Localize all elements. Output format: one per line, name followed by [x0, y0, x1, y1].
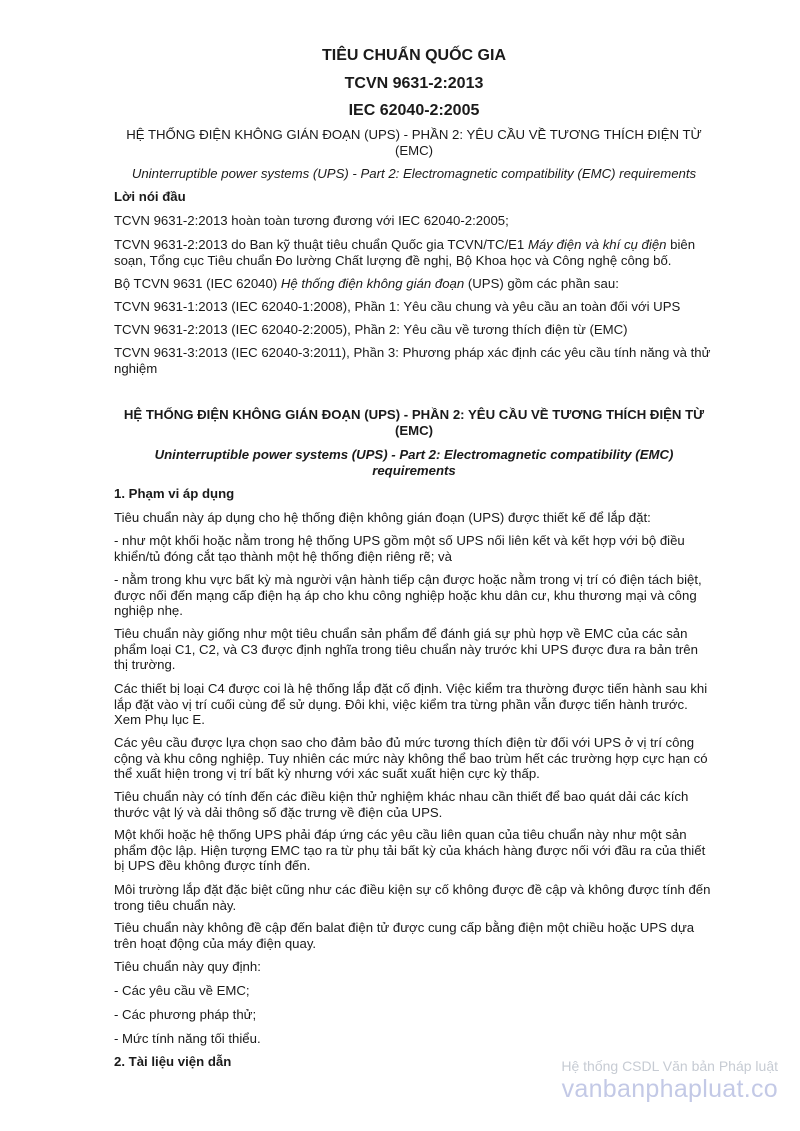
paragraph: Các thiết bị loại C4 được coi là hệ thống lắp đặt cố định. Việc kiểm tra thường được tiến hành sau khi lắp đặt vào vị trí cuối cùng để sử dụng. Đôi khi, việc kiểm tra từng phần vẫn được tiến hành trước. Xem Phụ lục E.	[114, 681, 708, 727]
foreword-paragraph	[114, 237, 714, 268]
foreword-text: TCVN 9631-2:2013 do Ban kỹ thuật tiêu chuẩn Quốc gia TCVN/TC/E1	[114, 237, 528, 252]
committee-name: Máy điện và khí cụ điện	[527, 237, 667, 252]
standard-code-iec: IEC 62040-2:2005	[348, 102, 480, 119]
paragraph: Các yêu cầu được lựa chọn sao cho đảm bảo đủ mức tương thích điện từ đối với UPS ở vị trí công cộng và khu công nghiệp. Tuy nhiên các mức này không thể bao trùm hết các trường hợp cực hạn có thể xuất hiện trong vị trí bất kỳ nhưng với xác suất xuất hiện cực kỳ thấp.	[114, 735, 708, 781]
foreword-text: biên soạn, Tổng cục Tiêu chuẩn Đo lường Chất lượng đề nghị, Bộ Khoa học và Công nghệ công bố.	[114, 237, 696, 268]
part-list-item: TCVN 9631-2:2013 (IEC 62040-2:2005), Phần 2: Yêu cầu về tương thích điện từ (EMC)	[114, 322, 628, 337]
body-title-vi: HỆ THỐNG ĐIỆN KHÔNG GIÁN ĐOẠN (UPS) - PHẦN 2: YÊU CẦU VỀ TƯƠNG THÍCH ĐIỆN TỪ (EMC)	[123, 407, 705, 438]
paragraph: Môi trường lắp đặt đặc biệt cũng như các điều kiện sự cố không được đề cập và không được tính đến trong tiêu chuẩn này.	[114, 882, 711, 913]
document-title: TIÊU CHUẨN QUỐC GIA	[322, 47, 506, 64]
watermark-caption: Hệ thống CSDL Văn bản Pháp luật	[561, 1058, 778, 1074]
list-item: - Mức tính năng tối thiểu.	[114, 1031, 261, 1046]
paragraph: Tiêu chuẩn này quy định:	[114, 959, 261, 974]
foreword-text: Bộ TCVN 9631 (IEC 62040)	[114, 276, 281, 291]
paragraph: Tiêu chuẩn này giống như một tiêu chuẩn sản phẩm để đánh giá sự phù hợp về EMC của các sản phẩm loại C1, C2, và C3 được định nghĩa trong tiêu chuẩn này trước khi UPS được đưa ra bản trên thị trường.	[114, 626, 698, 672]
part-list-item: TCVN 9631-1:2013 (IEC 62040-1:2008), Phần 1: Yêu cầu chung và yêu cầu an toàn đối với UPS	[114, 299, 681, 314]
list-item: - Các yêu cầu về EMC;	[114, 983, 250, 998]
series-name: Hệ thống điện không gián đoạn	[280, 276, 465, 291]
foreword-text: (UPS) gồm các phần sau:	[464, 276, 619, 291]
section-heading: 1. Phạm vi áp dụng	[114, 486, 235, 501]
paragraph: Một khối hoặc hệ thống UPS phải đáp ứng các yêu cầu liên quan của tiêu chuẩn này như một sản phẩm độc lập. Hiện tượng EMC tạo ra từ phụ tải bất kỳ của khách hàng được nối với đầu ra của thiết bị UPS đều không được tính đến.	[114, 827, 706, 873]
paragraph: Tiêu chuẩn này áp dụng cho hệ thống điện không gián đoạn (UPS) được thiết kế để lắp đặt:	[114, 510, 651, 525]
standard-title-vi: HỆ THỐNG ĐIỆN KHÔNG GIÁN ĐOẠN (UPS) - PHẦN 2: YÊU CẦU VỀ TƯƠNG THÍCH ĐIỆN TỪ (EMC)	[126, 127, 702, 158]
watermark-site: vanbanphapluat.co	[561, 1075, 778, 1103]
paragraph: - như một khối hoặc nằm trong hệ thống UPS gồm một số UPS nối liên kết và kết hợp với bộ điều khiển/tủ đóng cắt tạo thành một hệ thống điện riêng rẽ; và	[114, 533, 685, 564]
standard-code-tcvn: TCVN 9631-2:2013	[344, 75, 484, 92]
foreword-heading: Lời nói đầu	[114, 189, 186, 204]
foreword-paragraph: TCVN 9631-2:2013 hoàn toàn tương đương với IEC 62040-2:2005;	[114, 213, 509, 228]
paragraph: Tiêu chuẩn này không đề cập đến balat điện tử được cung cấp bằng điện một chiều hoặc UPS dựa trên hoạt động của máy điện quay.	[114, 920, 695, 951]
standard-title-en: Uninterruptible power systems (UPS) - Part 2: Electromagnetic compatibility (EMC) requirements	[131, 166, 697, 181]
foreword-paragraph	[114, 276, 714, 292]
list-item: - Các phương pháp thử;	[114, 1007, 257, 1022]
paragraph: - nằm trong khu vực bất kỳ mà người vận hành tiếp cận được hoặc nằm trong vị trí có điện tách biệt, được nối đến mạng cấp điện hạ áp cho khu công nghiệp hoặc khu dân cư, khu thương mại và công nghiệp nhẹ.	[114, 572, 702, 618]
section-heading: 2. Tài liệu viện dẫn	[114, 1054, 232, 1069]
part-list-item: TCVN 9631-3:2013 (IEC 62040-3:2011), Phần 3: Phương pháp xác định các yêu cầu tính năng và thử nghiệm	[114, 345, 711, 376]
body-title-en: Uninterruptible power systems (UPS) - Part 2: Electromagnetic compatibility (EMC) requirements	[154, 447, 674, 478]
paragraph: Tiêu chuẩn này có tính đến các điều kiện thử nghiệm khác nhau cần thiết để bao quát dải các kích thước vật lý và dải thông số đặc trưng về điện của UPS.	[114, 789, 689, 820]
